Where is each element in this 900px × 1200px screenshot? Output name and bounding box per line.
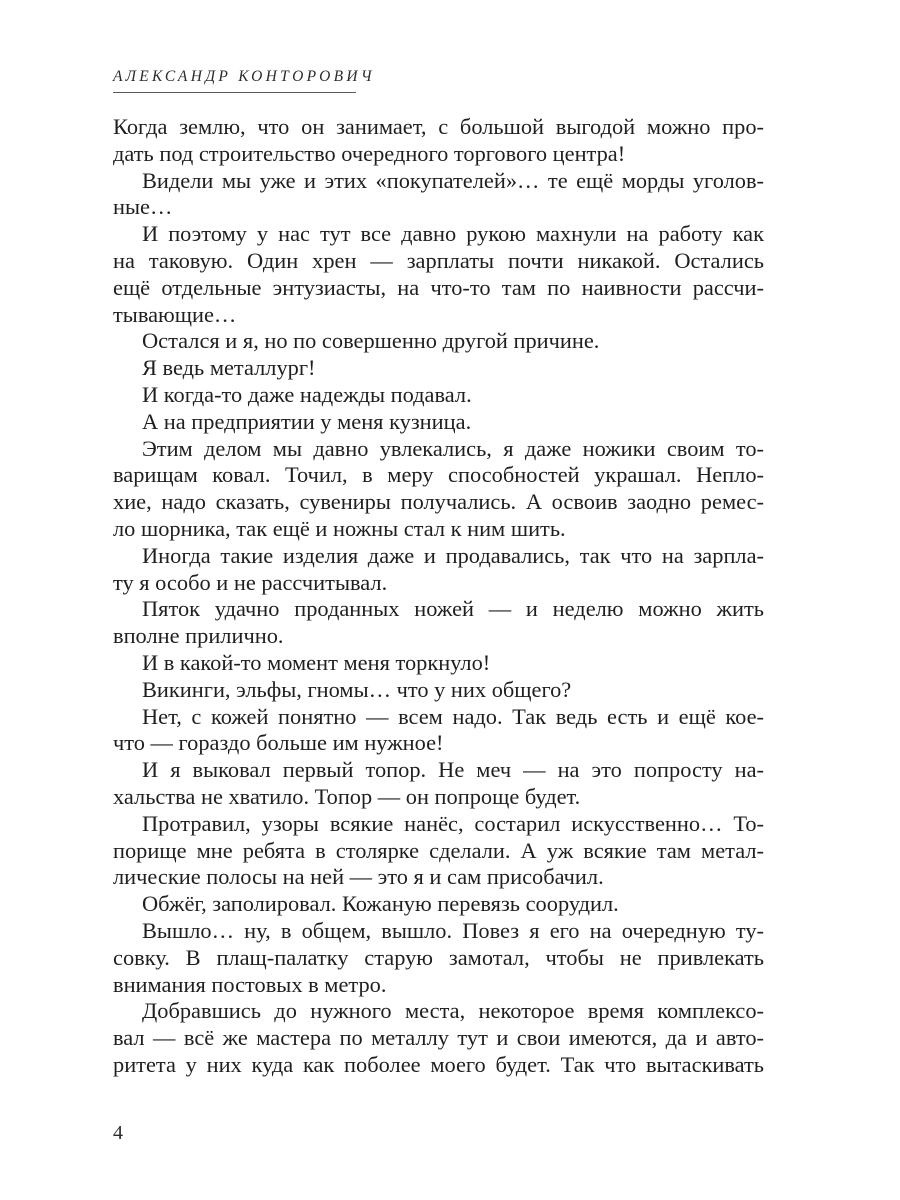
- running-head-rule: [113, 92, 356, 93]
- text-line: Викинги, эльфы, гномы… что у них общего?: [142, 676, 572, 702]
- text-line: Нет, с кожей понятно — всем надо. Так ведь есть и ещё кое-: [142, 703, 764, 729]
- running-head: АЛЕКСАНДР КОНТОРОВИЧ: [113, 68, 375, 85]
- text-line: на таковую. Один хрен — зарплаты почти никакой. Остались: [113, 247, 764, 273]
- text-line: Протравил, узоры всякие нанёс, состарил искусственно… То-: [142, 810, 764, 836]
- text-line: Добравшись до нужного места, некоторое время комплексо-: [142, 998, 764, 1024]
- text-line: ту я особо и не рассчитывал.: [113, 569, 388, 595]
- text-line: тывающие…: [113, 301, 237, 327]
- text-line: ритета у них куда как поболее моего будет. Так что вытаскивать: [113, 1051, 764, 1077]
- text-line: И поэтому у нас тут все давно рукою махнули на работу как: [142, 221, 764, 247]
- text-line: лические полосы на ней — это я и сам присобачил.: [113, 864, 604, 890]
- text-line: варищам ковал. Точил, в меру способностей украшал. Непло-: [113, 462, 764, 488]
- text-line: Обжёг, заполировал. Кожаную перевязь соорудил.: [142, 891, 619, 917]
- text-line: хие, надо сказать, сувениры получались. А освоив заодно ремес-: [113, 489, 764, 515]
- text-line: И когда-то даже надежды подавал.: [142, 381, 472, 407]
- text-line: что — гораздо больше им нужное!: [113, 730, 444, 756]
- text-line: хальства не хватило. Топор — он попроще будет.: [113, 783, 581, 809]
- text-line: внимания постовых в метро.: [113, 971, 387, 997]
- text-line: совку. В плащ-палатку старую замотал, чтобы не привлекать: [113, 944, 764, 970]
- text-line: порище мне ребята в столярке сделали. А уж всякие там метал-: [113, 837, 764, 863]
- text-line: дать под строительство очередного торгового центра!: [113, 140, 626, 166]
- text-line: Вышло… ну, в общем, вышло. Повез я его на очередную ту-: [142, 917, 764, 943]
- page-number: 4: [113, 1122, 123, 1144]
- text-line: И я выковал первый топор. Не меч — на это попросту на-: [142, 757, 764, 783]
- body-text: [113, 114, 764, 1079]
- text-line: вполне прилично.: [113, 623, 284, 649]
- text-line: И в какой-то момент меня торкнуло!: [142, 649, 491, 675]
- text-line: Видели мы уже и этих «покупателей»… те ещё морды уголов-: [142, 167, 764, 193]
- text-line: А на предприятии у меня кузница.: [142, 408, 472, 434]
- text-line: Остался и я, но по совершенно другой причине.: [142, 328, 600, 354]
- text-line: ные…: [113, 194, 173, 220]
- text-line: ещё отдельные энтузиасты, на что-то там по наивности рассчи-: [113, 274, 764, 300]
- text-line: вал — всё же мастера по металлу тут и свои имеются, да и авто-: [113, 1025, 764, 1051]
- text-line: ло шорника, так ещё и ножны стал к ним шить.: [113, 515, 566, 541]
- text-line: Иногда такие изделия даже и продавались, так что на зарпла-: [142, 542, 764, 568]
- text-line: Пяток удачно проданных ножей — и неделю можно жить: [142, 596, 764, 622]
- text-line: Этим делом мы давно увлекались, я даже ножики своим то-: [142, 435, 764, 461]
- text-line: Когда землю, что он занимает, с большой выгодой можно про-: [113, 114, 764, 139]
- text-line: Я ведь металлург!: [142, 355, 316, 381]
